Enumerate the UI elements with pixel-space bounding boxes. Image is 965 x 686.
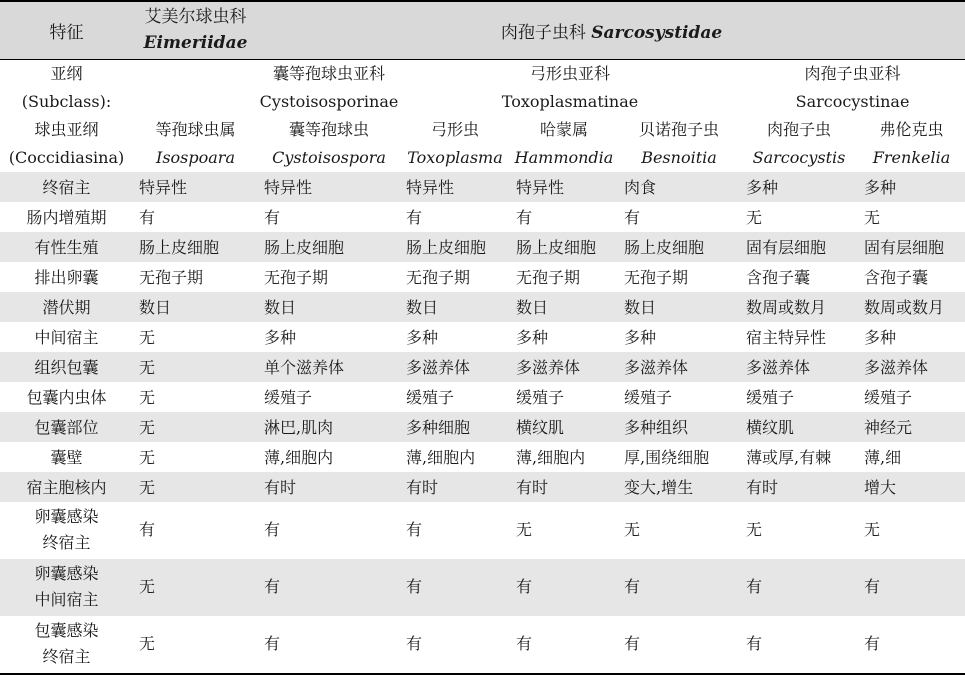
table-cell: 有时 — [400, 472, 510, 502]
table-row — [0, 442, 965, 472]
genus-cn: 弓形虫 — [430, 119, 479, 139]
table-cell: 无 — [516, 520, 533, 539]
genus-cn: 哈蒙属 — [539, 119, 588, 139]
table-cell: 有 — [258, 616, 400, 674]
table-row — [0, 232, 965, 262]
table-cell: 数日 — [133, 292, 258, 322]
table-cell: 数日 — [258, 292, 400, 322]
table-cell: 有 — [618, 616, 740, 674]
table-cell: 含孢子囊 — [746, 268, 811, 287]
table-row — [0, 616, 965, 674]
genus-cn: 囊等孢球虫 — [288, 119, 369, 139]
table-cell: 有 — [400, 559, 510, 616]
table-cell: 有 — [264, 208, 281, 227]
table-cell: 肠上皮细胞 — [400, 232, 510, 262]
table-row — [0, 352, 965, 382]
row-label-line: 卵囊感染 — [34, 564, 99, 583]
table-cell: 多种 — [624, 328, 657, 347]
table-cell: 无 — [746, 520, 763, 539]
genus-lat: Frenkelia — [872, 147, 951, 167]
table-cell: 特异性 — [510, 172, 618, 202]
table-cell: 特异性 — [258, 172, 400, 202]
subfamily-toxoplasmatinae-lat: Toxoplasmatinae — [501, 91, 639, 111]
table-row — [0, 412, 965, 442]
subclass-label-3: 球虫亚纲 — [34, 119, 99, 139]
table-cell: 有 — [406, 208, 423, 227]
table-cell: 有 — [258, 559, 400, 616]
table-cell: 缓殖子 — [746, 388, 795, 407]
table-cell: 多滋养体 — [400, 352, 510, 382]
table-cell: 有 — [858, 616, 965, 674]
table-cell: 多种 — [406, 328, 439, 347]
table-cell: 增大 — [858, 472, 965, 502]
table-cell: 肠上皮细胞 — [133, 232, 258, 262]
genus-lat: Besnoitia — [641, 147, 717, 167]
table-cell: 淋巴,肌肉 — [258, 412, 400, 442]
table-cell: 无 — [133, 352, 258, 382]
table-cell: 有 — [264, 520, 281, 539]
row-label: 包囊内虫体 — [26, 388, 107, 407]
table-cell: 数周或数月 — [858, 292, 965, 322]
table-cell: 无 — [133, 559, 258, 616]
table-cell: 多种 — [864, 328, 897, 347]
genus-lat: Sarcocystis — [752, 147, 846, 167]
table-cell: 无孢子期 — [624, 268, 689, 287]
table-cell: 无 — [864, 520, 881, 539]
genus-row-lat — [0, 144, 965, 172]
table-cell: 无 — [133, 616, 258, 674]
table-cell: 神经元 — [858, 412, 965, 442]
table-row — [0, 262, 965, 292]
row-label: 组织包囊 — [0, 352, 133, 382]
row-label: 中间宿主 — [34, 328, 99, 347]
table-row — [0, 472, 965, 502]
genus-cn: 肉孢子虫 — [766, 119, 831, 139]
table-cell: 薄,细胞内 — [516, 448, 586, 467]
table-cell: 薄,细 — [864, 448, 902, 467]
table-row — [0, 172, 965, 202]
row-label: 排出卵囊 — [34, 268, 99, 287]
table-cell: 多滋养体 — [858, 352, 965, 382]
table-cell: 有 — [400, 616, 510, 674]
table-cell: 无 — [746, 208, 763, 227]
table-cell: 无孢子期 — [406, 268, 471, 287]
table-cell: 数日 — [400, 292, 510, 322]
table-cell: 含孢子囊 — [864, 268, 929, 287]
table-cell: 有 — [406, 520, 423, 539]
table-row — [0, 502, 965, 559]
table-cell: 有时 — [258, 472, 400, 502]
family-sarcosystidae-lat: Sarcosystidae — [591, 22, 723, 43]
table-row — [0, 382, 965, 412]
genus-cn: 等孢球虫属 — [155, 119, 236, 139]
genus-row-cn — [0, 116, 965, 144]
header-row — [0, 1, 965, 59]
feature-header: 特征 — [49, 22, 84, 43]
table-cell: 特异性 — [133, 172, 258, 202]
table-cell: 固有层细胞 — [858, 232, 965, 262]
row-label: 宿主胞核内 — [0, 472, 133, 502]
table-cell: 数日 — [618, 292, 740, 322]
family-eimeriidae-lat: Eimeriidae — [143, 33, 248, 54]
row-label — [0, 502, 133, 559]
genus-lat: Hammondia — [514, 147, 614, 167]
table-cell: 有 — [740, 559, 858, 616]
table-cell: 变大,增生 — [618, 472, 740, 502]
table-cell: 有 — [510, 616, 618, 674]
table-cell: 肉食 — [618, 172, 740, 202]
row-label-line: 包囊感染 — [34, 621, 99, 640]
subclass-label-4: (Coccidiasina) — [8, 147, 125, 167]
subclass-row-2 — [0, 88, 965, 116]
table-cell: 缓殖子 — [406, 388, 455, 407]
table-cell: 薄,细胞内 — [406, 448, 476, 467]
row-label: 囊壁 — [50, 448, 83, 467]
table-cell: 多种 — [740, 172, 858, 202]
subclass-row-1 — [0, 59, 965, 88]
family-sarcosystidae-cn: 肉孢子虫科 — [500, 22, 586, 43]
table-cell: 无 — [864, 208, 881, 227]
table-cell: 固有层细胞 — [740, 232, 858, 262]
table-cell: 横纹肌 — [740, 412, 858, 442]
table-cell: 有 — [740, 616, 858, 674]
table-cell: 数日 — [510, 292, 618, 322]
row-label: 有性生殖 — [0, 232, 133, 262]
table-cell: 有 — [624, 208, 641, 227]
table-row — [0, 202, 965, 232]
table-cell: 无 — [139, 448, 156, 467]
table-cell: 厚,围绕细胞 — [624, 448, 710, 467]
subclass-label-1: 亚纲 — [50, 63, 83, 83]
table-cell: 多滋养体 — [510, 352, 618, 382]
table-cell: 无 — [139, 388, 156, 407]
table-cell: 缓殖子 — [864, 388, 913, 407]
row-label-line: 卵囊感染 — [34, 507, 99, 526]
table-cell: 无孢子期 — [139, 268, 204, 287]
table-cell: 多种 — [264, 328, 297, 347]
table-cell: 多滋养体 — [740, 352, 858, 382]
subclass-label-2: (Subclass): — [21, 91, 112, 111]
table-cell: 缓殖子 — [624, 388, 673, 407]
subfamily-cystoisosporinae-cn: 囊等孢球虫亚科 — [272, 63, 385, 83]
table-row — [0, 292, 965, 322]
subfamily-sarcocystinae-cn: 肉孢子虫亚科 — [804, 63, 901, 83]
table-cell: 特异性 — [400, 172, 510, 202]
table-cell: 宿主特异性 — [746, 328, 827, 347]
table-cell: 薄,细胞内 — [264, 448, 334, 467]
table-cell: 薄或厚,有棘 — [746, 448, 832, 467]
table-cell: 多滋养体 — [618, 352, 740, 382]
row-label-line: 终宿主 — [42, 647, 91, 666]
row-label: 包囊部位 — [0, 412, 133, 442]
table-cell: 无 — [133, 412, 258, 442]
table-cell: 多种 — [858, 172, 965, 202]
table-cell: 无孢子期 — [516, 268, 581, 287]
family-eimeriidae-header — [133, 1, 258, 59]
table-cell: 横纹肌 — [510, 412, 618, 442]
table-row — [0, 559, 965, 616]
table-cell: 无 — [139, 328, 156, 347]
genus-lat: Cystoisospora — [272, 147, 386, 167]
table-cell: 无孢子期 — [264, 268, 329, 287]
genus-cn: 贝诺孢子虫 — [638, 119, 719, 139]
subfamily-toxoplasmatinae-cn: 弓形虫亚科 — [529, 63, 610, 83]
row-label — [0, 616, 133, 674]
genus-lat: Isospoara — [156, 147, 235, 167]
row-label-line: 终宿主 — [42, 533, 91, 552]
table-cell: 有时 — [740, 472, 858, 502]
table-cell: 有 — [858, 559, 965, 616]
subfamily-sarcocystinae-lat: Sarcocystinae — [795, 91, 910, 111]
table-cell: 有 — [516, 208, 533, 227]
table-cell: 多种 — [516, 328, 549, 347]
table-cell: 有 — [139, 208, 156, 227]
genus-cn: 弗伦克虫 — [879, 119, 944, 139]
subfamily-cystoisosporinae-lat: Cystoisosporinae — [259, 91, 399, 111]
table-cell: 肠上皮细胞 — [258, 232, 400, 262]
table-cell: 肠上皮细胞 — [510, 232, 618, 262]
row-label: 终宿主 — [0, 172, 133, 202]
row-label-line: 中间宿主 — [34, 590, 99, 609]
table-cell: 数周或数月 — [740, 292, 858, 322]
table-cell: 无 — [133, 472, 258, 502]
table-cell: 肠上皮细胞 — [618, 232, 740, 262]
table-cell: 单个滋养体 — [258, 352, 400, 382]
table-row — [0, 322, 965, 352]
table-cell: 缓殖子 — [264, 388, 313, 407]
table-cell: 有 — [510, 559, 618, 616]
row-label — [0, 559, 133, 616]
table-cell: 多种组织 — [618, 412, 740, 442]
genus-lat: Toxoplasma — [407, 147, 503, 167]
row-label: 潜伏期 — [0, 292, 133, 322]
table-cell: 无 — [624, 520, 641, 539]
table-cell: 有 — [139, 520, 156, 539]
family-sarcosystidae-header — [258, 1, 965, 59]
row-label: 肠内增殖期 — [26, 208, 107, 227]
table-cell: 缓殖子 — [516, 388, 565, 407]
table-cell: 有时 — [510, 472, 618, 502]
table-cell: 有 — [618, 559, 740, 616]
table-cell: 多种细胞 — [400, 412, 510, 442]
family-eimeriidae-cn: 艾美尔球虫科 — [144, 7, 247, 28]
